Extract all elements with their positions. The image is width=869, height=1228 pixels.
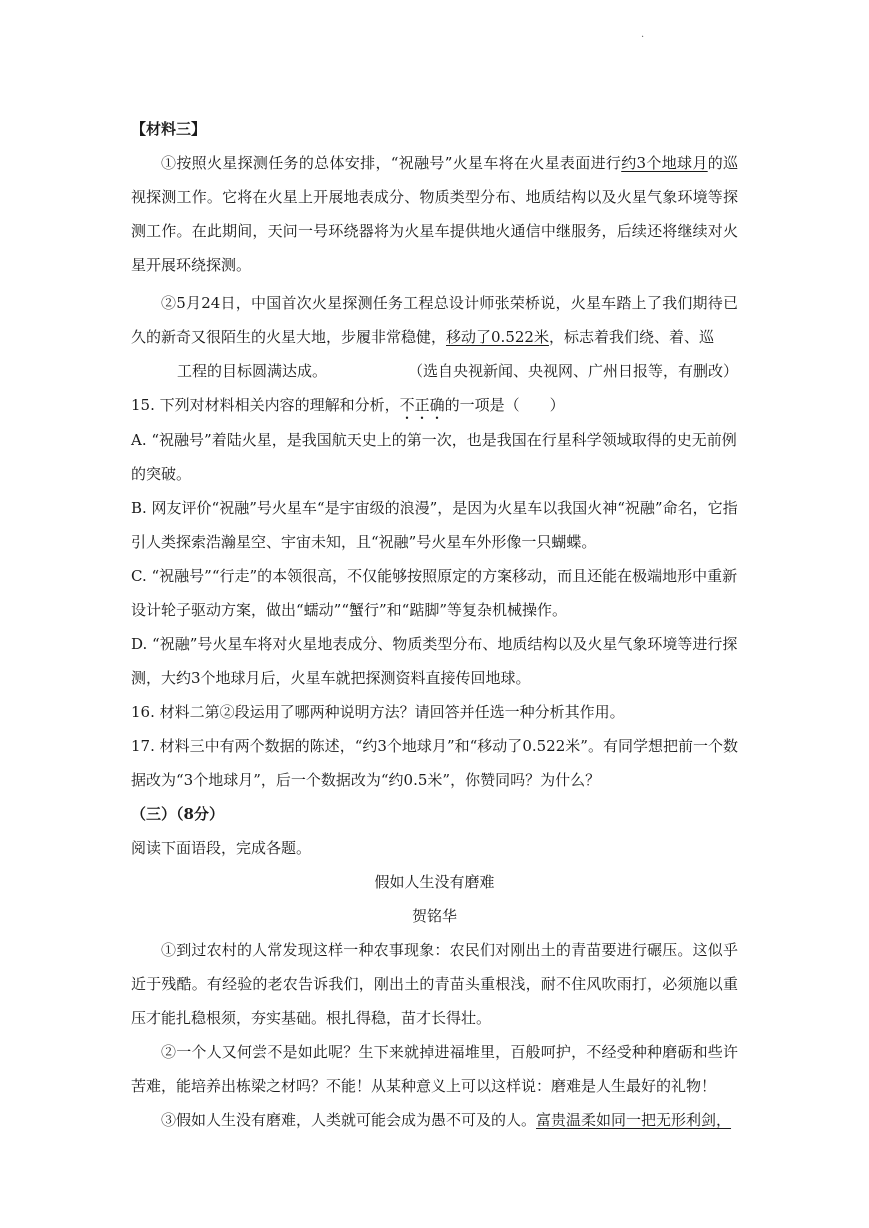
q15-option-c: C. “祝融号”“行走”的本领很高，不仅能够按照原定的方案移动，而且还能在极端地形中重新设计轮子驱动方案，做出“蠕动”“蟹行”和“踮脚”等复杂机械操作。 bbox=[131, 567, 738, 619]
section-3-heading: （三）（8分） bbox=[131, 805, 224, 823]
q15-option-b: B. 网友评价“祝融”号火星车“是宇宙级的浪漫”，是因为火星车以我国火神“祝融”命名，它指引人类探索浩瀚星空、宇宙未知，且“祝融”号火星车外形像一只蝴蝶。 bbox=[131, 499, 738, 551]
article-title: 假如人生没有磨难 bbox=[374, 873, 495, 891]
underlined-phrase: 富贵温柔如同一把无形利剑， bbox=[536, 1111, 732, 1129]
source-line bbox=[131, 354, 738, 388]
section-3-instruction: 阅读下面语段，完成各题。 bbox=[131, 839, 312, 857]
article-author: 贺铭华 bbox=[411, 907, 457, 925]
material3-heading: 【材料三】 bbox=[131, 120, 207, 138]
question-15-stem: 15. 下列对材料相关内容的理解和分析，不正确的一项是（ ） bbox=[131, 396, 565, 414]
article-paragraph-1: ①到过农村的人常发现这样一种农事现象：农民们对刚出土的青苗要进行碾压。这似乎近于残酷。有经验的老农告诉我们，刚出土的青苗头重根浅，耐不住风吹雨打，必须施以重压才能扎稳根须，夯实基础。根扎得稳，苗才长得壮。 bbox=[131, 941, 738, 1027]
emphasis-not-correct: 不正确 bbox=[399, 396, 445, 414]
question-17: 17. 材料三中有两个数据的陈述，“约3个地球月”和“移动了0.522米”。有同学想把前一个数据改为“3个地球月”，后一个数据改为“约0.5米”，你赞同吗？为什么？ bbox=[131, 737, 738, 789]
paragraph-2-tail: 工程的目标圆满达成。 bbox=[177, 362, 328, 380]
article-paragraph-2: ②一个人又何尝不是如此呢？生下来就掉进福堆里，百般呵护，不经受种种磨砺和些许苦难，能培养出栋梁之材吗？不能！从某种意义上可以这样说：磨难是人生最好的礼物！ bbox=[131, 1043, 738, 1095]
document-page bbox=[131, 112, 738, 1137]
article-paragraph-3: ③假如人生没有磨难，人类就可能会成为愚不可及的人。富贵温柔如同一把无形利剑， bbox=[161, 1111, 732, 1129]
corner-mark: · bbox=[641, 32, 645, 43]
question-16: 16. 材料二第②段运用了哪两种说明方法？请回答并任选一种分析其作用。 bbox=[131, 703, 625, 721]
underlined-phrase: 约3个地球月 bbox=[621, 154, 708, 172]
material3-paragraph-2: ②5月24日，中国首次火星探测任务工程总设计师张荣桥说，火星车踏上了我们期待已久的新奇又很陌生的火星大地，步履非常稳健，移动了0.522米，标志着我们绕、着、巡 bbox=[131, 294, 738, 346]
underlined-phrase: 移动了0.522米 bbox=[446, 328, 549, 346]
q15-option-d: D. “祝融”号火星车将对火星地表成分、物质类型分布、地质结构以及火星气象环境等进行探测，大约3个地球月后，火星车就把探测资料直接传回地球。 bbox=[131, 635, 738, 687]
q15-option-a: A. “祝融号”着陆火星，是我国航天史上的第一次，也是我国在行星科学领域取得的史无前例的突破。 bbox=[131, 431, 737, 483]
source-citation: （选自央视新闻、央视网、广州日报等，有删改） bbox=[407, 362, 738, 380]
material3-paragraph-1: ①按照火星探测任务的总体安排，“祝融号”火星车将在火星表面进行约3个地球月的巡视探测工作。它将在火星上开展地表成分、物质类型分布、地质结构以及火星气象环境等探测工作。在此期间，天问一号环绕器将为火星车提供地火通信中继服务，后续还将继续对火星开展环绕探测。 bbox=[131, 154, 739, 274]
